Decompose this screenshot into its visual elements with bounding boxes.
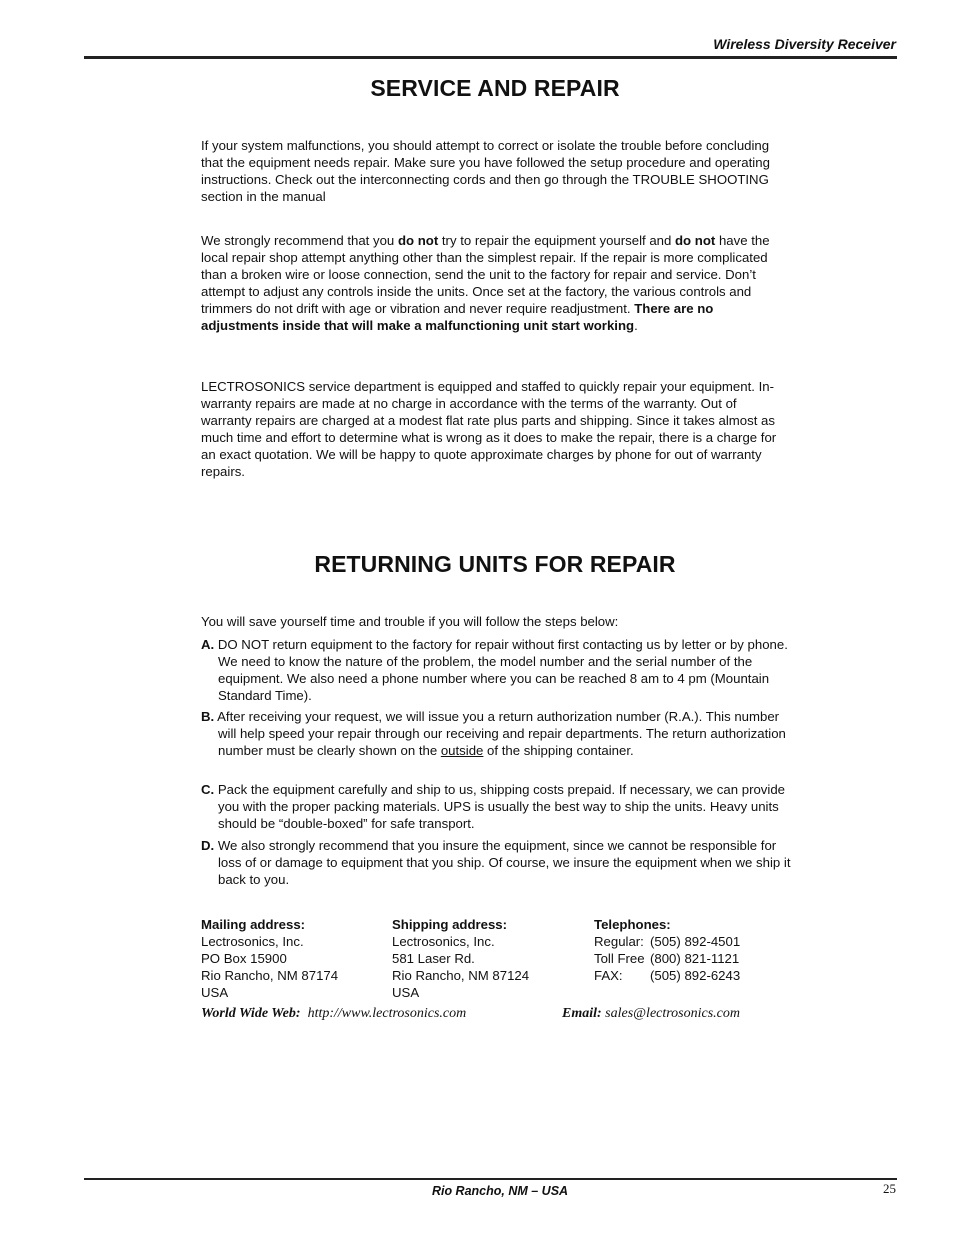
step-a-letter: A. — [201, 637, 215, 652]
p2-text-e: have the local repair shop attempt anything other than the simplest repair. If the repair is more complicated than a broken wire or loose connection, send the unit to the factory for repair and service. Don’t attempt to adjust any controls inside the units. Once set at the factory, the various controls and trimmers do not drift with age or vibration and never require readjustment. — [201, 233, 770, 316]
mailing-line: PO Box 15900 — [201, 951, 287, 966]
service-paragraph-3: LECTROSONICS service department is equipped and staffed to quickly repair your equipment. In-warranty repairs are made at no charge in accordance with the terms of the warranty. Out of warranty repairs are charged at a modest flat rate plus parts and shipping. Since it takes almost as much time and effort to determine what is wrong as it does to make the repair, there is a charge for an exact quotation. We will be happy to quote approximate charges by phone for out of warranty repairs. — [201, 379, 777, 479]
page-number: 25 — [883, 1181, 896, 1196]
step-b-text-b: of the shipping container. — [483, 743, 634, 758]
shipping-line: Lectrosonics, Inc. — [392, 934, 495, 949]
phone-value: (800) 821-1121 — [650, 951, 740, 966]
shipping-line: 581 Laser Rd. — [392, 951, 475, 966]
p2-bold-warning: There are no adjustments inside that will make a malfunctioning unit start working — [201, 301, 714, 333]
mailing-line: USA — [201, 985, 229, 1000]
returning-intro: You will save yourself time and trouble if you will follow the steps below: — [201, 614, 619, 629]
step-b-underline: outside — [440, 743, 484, 758]
shipping-address — [392, 916, 529, 1001]
mailing-line: Lectrosonics, Inc. — [201, 934, 304, 949]
phone-label: FAX: — [594, 968, 623, 983]
running-header-title: Wireless Diversity Receiver — [713, 36, 896, 52]
telephones-heading: Telephones: — [594, 917, 671, 932]
p2-text-c: try to repair the equipment yourself and — [438, 233, 675, 248]
email-label: Email: — [562, 1006, 602, 1021]
telephones — [594, 916, 740, 984]
step-a-text: DO NOT return equipment to the factory for repair without first contacting us by letter or by phone. We need to know the nature of the problem, the model number and the serial number of the equipment. We also need a phone number where you can be reached 8 am to 4 pm (Mountain Standard Time). — [214, 637, 788, 703]
service-paragraph-2 — [201, 232, 786, 334]
p2-bold-do-not-1: do not — [397, 233, 439, 248]
step-c-text: Pack the equipment carefully and ship to us, shipping costs prepaid. If necessary, we can provide you with the proper packing materials. UPS is usually the best way to ship the units. Heavy units should be “double-boxed” for safe transport. — [214, 782, 785, 831]
phone-label: Regular: — [594, 934, 644, 949]
email-line — [562, 1006, 740, 1022]
step-a — [201, 636, 791, 704]
step-c — [201, 781, 791, 832]
mailing-heading: Mailing address: — [201, 917, 306, 932]
step-b-letter: B. — [201, 709, 215, 724]
web-line — [201, 1006, 466, 1022]
p2-text-a: We strongly recommend that you — [201, 233, 398, 248]
mailing-line: Rio Rancho, NM 87174 — [201, 968, 339, 983]
phone-row — [594, 933, 740, 950]
service-heading: SERVICE AND REPAIR — [370, 75, 620, 101]
p2-text-g: . — [634, 318, 638, 333]
web-label: World Wide Web: — [201, 1006, 301, 1021]
header-rule — [84, 56, 897, 59]
step-c-letter: C. — [201, 782, 215, 797]
footer-location: Rio Rancho, NM – USA — [431, 1184, 569, 1198]
footer-rule — [84, 1178, 897, 1180]
phone-row — [594, 967, 740, 984]
mailing-address — [201, 916, 338, 1001]
returning-heading: RETURNING UNITS FOR REPAIR — [314, 551, 676, 577]
phone-value: (505) 892-4501 — [650, 934, 741, 949]
shipping-heading: Shipping address: — [392, 917, 508, 932]
phone-label: Toll Free — [594, 951, 645, 966]
shipping-line: Rio Rancho, NM 87124 — [392, 968, 530, 983]
email-address[interactable]: sales@lectrosonics.com — [605, 1006, 741, 1021]
shipping-line: USA — [392, 985, 420, 1000]
step-d — [201, 837, 791, 888]
phone-value: (505) 892-6243 — [650, 968, 741, 983]
step-d-letter: D. — [201, 838, 215, 853]
step-b-text-a: After receiving your request, we will issue you a return authorization number (R.A.). This number will help speed your repair through our receiving and repair departments. The return authorization number must be clearly shown on the — [214, 709, 786, 758]
p2-bold-do-not-2: do not — [675, 233, 716, 248]
service-paragraph-1: If your system malfunctions, you should attempt to correct or isolate the trouble before concluding that the equipment needs repair. Make sure you have followed the setup procedure and operating instructions. Check out the interconnecting cords and then go through the TROUBLE SHOOTING section in the manual — [201, 138, 770, 204]
web-url[interactable]: http://www.lectrosonics.com — [307, 1006, 467, 1021]
step-b — [201, 708, 791, 759]
phone-row — [594, 950, 740, 967]
step-d-text: We also strongly recommend that you insure the equipment, since we cannot be responsible for loss of or damage to equipment that you ship. Of course, we insure the equipment when we ship it back to you. — [214, 838, 791, 887]
